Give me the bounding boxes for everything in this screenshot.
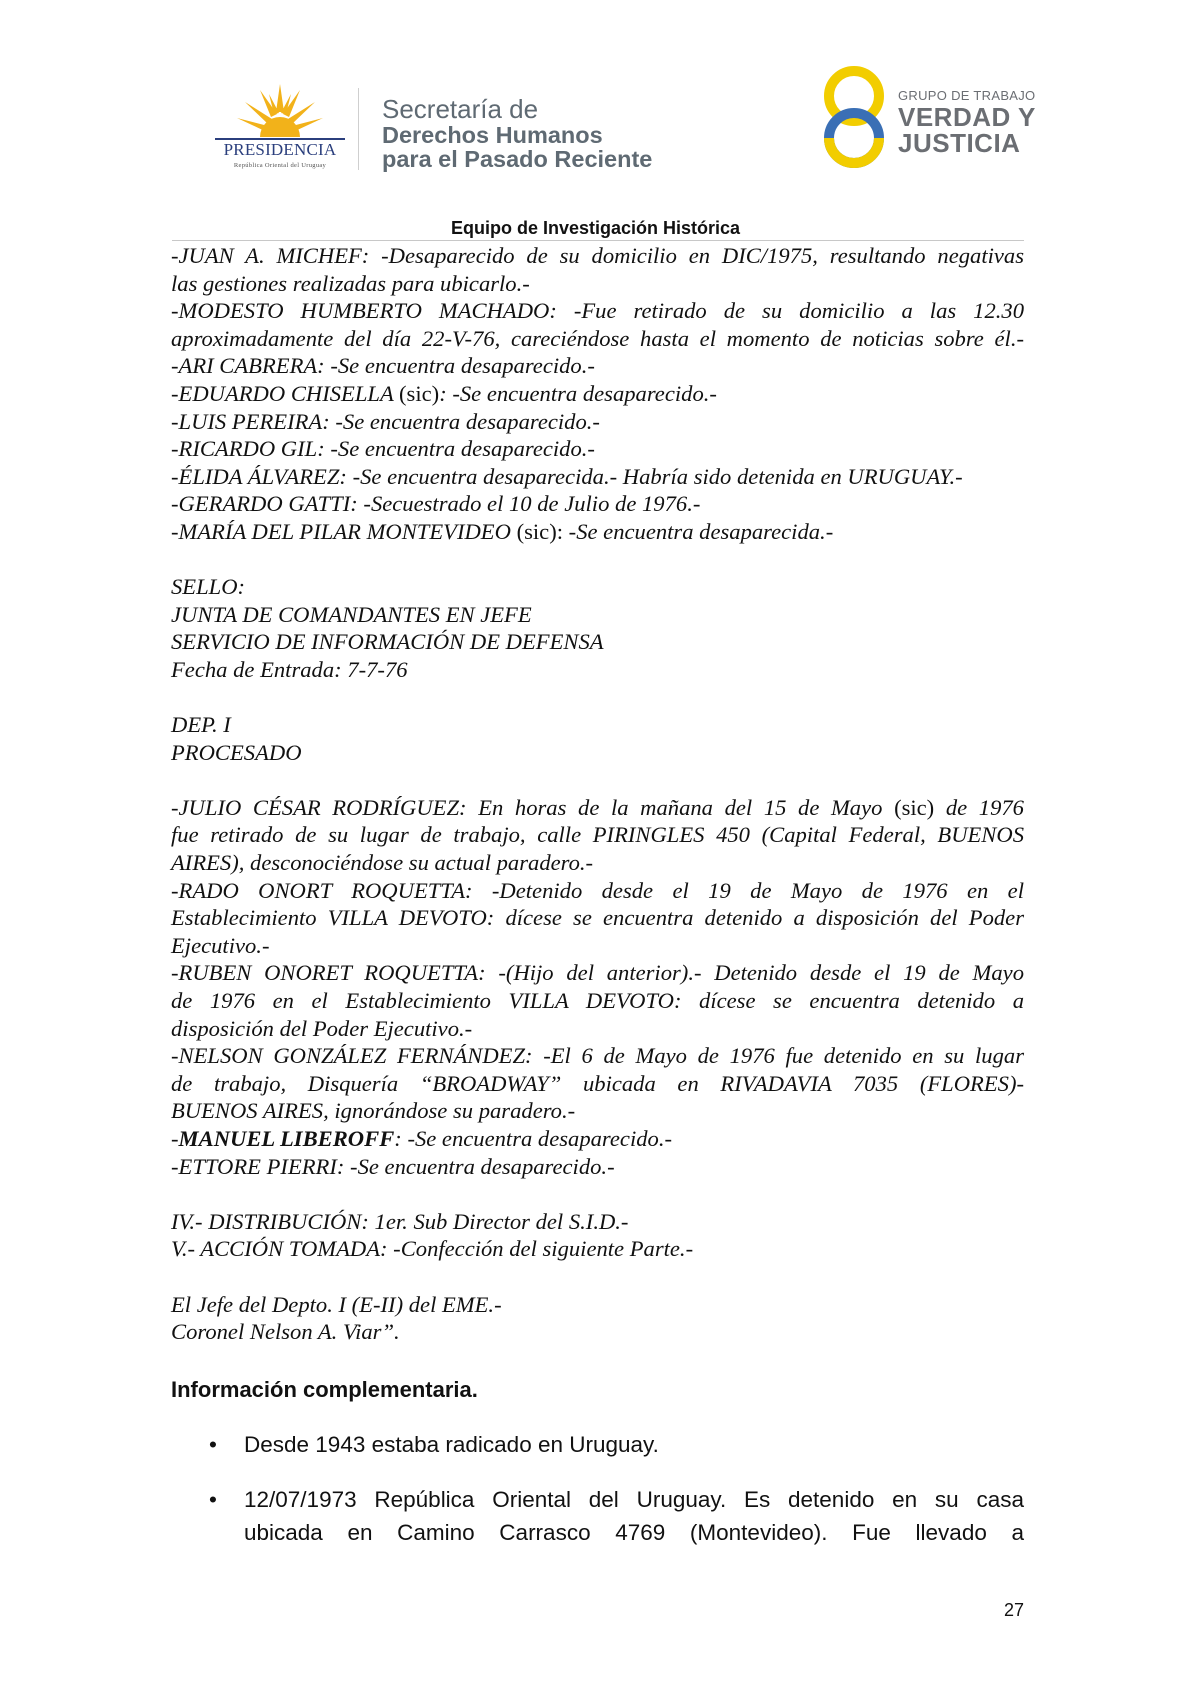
nelson-line-2: de trabajo, Disquería “BROADWAY” ubicada en RIVADAVIA 7035 (FLORES)- [171,1070,1024,1096]
presidencia-label: PRESIDENCIA [223,140,337,159]
info-bullet-list [171,1428,1024,1571]
secretaria-line-2: Derechos Humanos [382,122,603,148]
ruben-line-1: -RUBEN ONORET ROQUETTA: -(Hijo del anterior).- Detenido desde el 19 de Mayo [171,960,1024,986]
distribucion-line: IV.- DISTRIBUCIÓN: 1er. Sub Director del S.I.D.- [171,1208,629,1234]
michef-line-1: -JUAN A. MICHEF: -Desaparecido de su domicilio en DIC/1975, resultando negativas [171,243,1024,268]
gvj-line-1: GRUPO DE TRABAJO [898,88,1036,103]
gvj-line-3: JUSTICIA [898,128,1021,158]
bullet-icon: • [209,1432,217,1457]
alvarez-line: -ÉLIDA ÁLVAREZ: -Se encuentra desaparecida.- Habría sido detenida en URUGUAY.- [171,463,963,489]
bullet-icon: • [209,1487,217,1512]
chisella-line [171,380,1024,408]
header-rule [172,240,1024,241]
michef-line-2: las gestiones realizadas para ubicarlo.- [171,270,530,296]
rodriguez-line-3: AIRES), desconociéndose su actual paradero.- [171,850,594,876]
info-section-title: Información complementaria. [171,1377,478,1402]
machado-line-1: -MODESTO HUMBERTO MACHADO: -Fue retirado de su domicilio a las 12.30 [171,298,1024,324]
team-title: Equipo de Investigación Histórica [450,218,741,238]
liberoff-name: MANUEL LIBEROFF [178,1126,395,1151]
montevideo-status: -Se encuentra desaparecida.- [568,518,834,544]
sello-label: SELLO: [171,574,246,600]
rodriguez-part-b: de 1976 [945,794,1024,820]
presidencia-subtitle: República Oriental del Uruguay [233,162,327,169]
secretaria-line-1: Secretaría de [382,94,539,124]
liberoff-status: : -Se encuentra desaparecido.- [394,1126,672,1151]
list-item-text-line-2: ubicada en Camino Carrasco 4769 (Montevideo). Fue llevado a [244,1520,1024,1545]
page-number: 27 [1004,1600,1025,1620]
secretaria-logo-text [382,95,652,171]
rado-line-1: -RADO ONORT ROQUETTA: -Detenido desde el 19 de Mayo de 1976 en el [171,877,1024,903]
presidencia-logo [205,82,355,177]
pereira-line: -LUIS PEREIRA: -Se encuentra desaparecido.- [171,408,600,434]
montevideo-name: -MARÍA DEL PILAR MONTEVIDEO [171,518,511,544]
liberoff-dash: - [171,1126,179,1151]
pierri-line: -ETTORE PIERRI: -Se encuentra desaparecido.- [171,1153,615,1179]
rodriguez-sic: (sic) [894,794,935,820]
secretaria-line-3: para el Pasado Reciente [382,146,653,172]
header-divider [358,88,359,170]
chisella-name: -EDUARDO CHISELLA [171,380,394,406]
gil-line: -RICARDO GIL: -Se encuentra desaparecido.- [171,436,595,462]
page-header [0,0,1191,240]
rado-line-2: Establecimiento VILLA DEVOTO: dícese se encuentra detenido a disposición del Poder [171,905,1024,931]
rodriguez-part-a: -JULIO CÉSAR RODRÍGUEZ: En horas de la mañana del 15 de Mayo [171,794,883,820]
cabrera-line: -ARI CABRERA: -Se encuentra desaparecido.- [171,353,595,379]
nelson-line-3: BUENOS AIRES, ignorándose su paradero.- [171,1098,576,1124]
nelson-line-1: -NELSON GONZÁLEZ FERNÁNDEZ: -El 6 de Mayo de 1976 fue detenido en su lugar [171,1043,1024,1069]
procesado-label: PROCESADO [171,739,302,765]
ruben-line-2: de 1976 en el Establecimiento VILLA DEVOTO: dícese se encuentra detenido a [171,988,1024,1014]
montevideo-sic: (sic): [516,518,564,544]
montevideo-line [171,518,1024,546]
rodriguez-line-2: fue retirado de su lugar de trabajo, calle PIRINGLES 450 (Capital Federal, BUENOS [171,822,1024,848]
accion-line: V.- ACCIÓN TOMADA: -Confección del siguiente Parte.- [171,1236,694,1262]
ruben-line-3: disposición del Poder Ejecutivo.- [171,1015,473,1041]
jefe-line: El Jefe del Depto. I (E-II) del EME.- [171,1291,502,1317]
gatti-line: -GERARDO GATTI: -Secuestrado el 10 de Julio de 1976.- [171,491,701,517]
dep-label: DEP. I [171,712,231,738]
junta-line: JUNTA DE COMANDANTES EN JEFE [171,601,532,627]
gvj-line-2: VERDAD Y [898,102,1036,132]
sun-icon [205,82,355,142]
list-item-text: Desde 1943 estaba radicado en Uruguay. [244,1432,659,1457]
coronel-line: Coronel Nelson A. Viar”. [171,1319,400,1345]
list-item [171,1483,1024,1549]
rodriguez-line-1 [171,794,1024,822]
rado-line-3: Ejecutivo.- [171,932,270,958]
servicio-line: SERVICIO DE INFORMACIÓN DE DEFENSA [171,629,604,655]
verdad-justicia-logo-text [898,88,1036,156]
liberoff-line [171,1125,1024,1153]
list-item [171,1428,1024,1461]
fecha-entrada: Fecha de Entrada: 7-7-76 [171,656,408,682]
list-item-text-line-1: 12/07/1973 República Oriental del Uruguay. Es detenido en su casa [244,1487,1024,1512]
document-body [171,242,1024,1346]
chisella-sic: (sic) [399,380,440,406]
chisella-status: : -Se encuentra desaparecido.- [439,380,717,406]
machado-line-2: aproximadamente del día 22-V-76, careciéndose hasta el momento de noticias sobre él.- [171,325,1024,351]
